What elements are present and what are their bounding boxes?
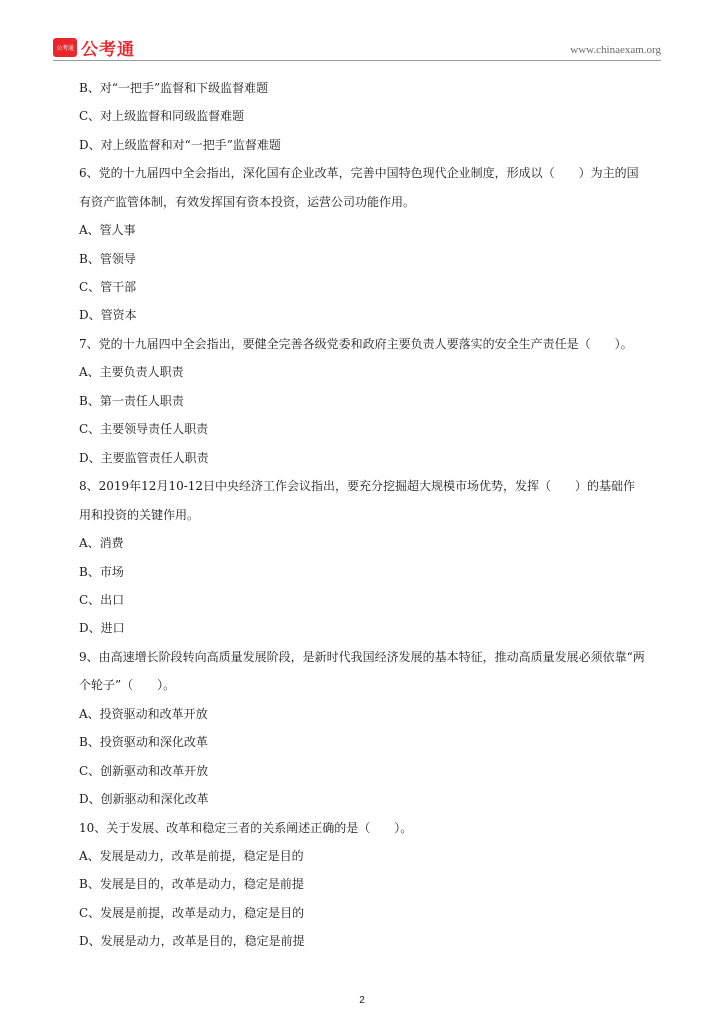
question-line: 6、党的十九届四中全会指出，深化国有企业改革，完善中国特色现代企业制度，形成以（ ）为主的国	[79, 166, 639, 180]
question-line: 有资产监管体制，有效发挥国有资本投资，运营公司功能作用。	[79, 195, 416, 209]
logo-text: 公考通	[81, 40, 135, 60]
site-url[interactable]: www.chinaexam.org	[570, 44, 661, 56]
question-line: 7、党的十九届四中全会指出，要健全完善各级党委和政府主要负责人要落实的安全生产责任是（ ）。	[79, 337, 633, 351]
option-line: D、发展是动力，改革是目的，稳定是前提	[79, 934, 305, 948]
question-line: 用和投资的关键作用。	[79, 508, 200, 522]
option-line: B、市场	[79, 565, 124, 579]
option-line: A、管人事	[79, 223, 136, 237]
header-divider	[53, 60, 661, 61]
page-header	[0, 0, 724, 62]
option-line: D、主要监管责任人职责	[79, 451, 209, 465]
option-line: A、主要负责人职责	[79, 365, 184, 379]
option-line: D、进口	[79, 621, 125, 635]
question-line: 10、关于发展、改革和稳定三者的关系阐述正确的是（ ）。	[79, 821, 413, 835]
option-line: B、发展是目的，改革是动力，稳定是前提	[79, 877, 304, 891]
logo-badge: 公考通	[53, 38, 77, 57]
option-line: B、第一责任人职责	[79, 394, 184, 408]
option-line: D、管资本	[79, 308, 137, 322]
option-line: D、对上级监督和对“一把手”监督难题	[79, 138, 281, 152]
page-number: 2	[359, 995, 365, 1006]
option-line: C、主要领导责任人职责	[79, 422, 209, 436]
option-line: C、对上级监督和同级监督难题	[79, 109, 245, 123]
option-line: C、管干部	[79, 280, 137, 294]
option-line: C、出口	[79, 593, 125, 607]
option-line: B、管领导	[79, 252, 136, 266]
option-line: B、投资驱动和深化改革	[79, 735, 208, 749]
option-line: A、发展是动力，改革是前提，稳定是目的	[79, 849, 304, 863]
option-line: B、对“一把手”监督和下级监督难题	[79, 81, 269, 95]
question-line: 个轮子”（ ）。	[79, 678, 176, 692]
question-line: 8、2019年12月10-12日中央经济工作会议指出，要充分挖掘超大规模市场优势，发挥（ ）的基础作	[79, 479, 636, 493]
option-line: A、消费	[79, 536, 124, 550]
option-line: A、投资驱动和改革开放	[79, 707, 208, 721]
logo[interactable]	[53, 35, 135, 60]
option-line: C、发展是前提，改革是动力，稳定是目的	[79, 906, 305, 920]
option-line: D、创新驱动和深化改革	[79, 792, 209, 806]
question-line: 9、由高速增长阶段转向高质量发展阶段，是新时代我国经济发展的基本特征，推动高质量发展必须依靠“两	[79, 650, 645, 664]
option-line: C、创新驱动和改革开放	[79, 764, 209, 778]
